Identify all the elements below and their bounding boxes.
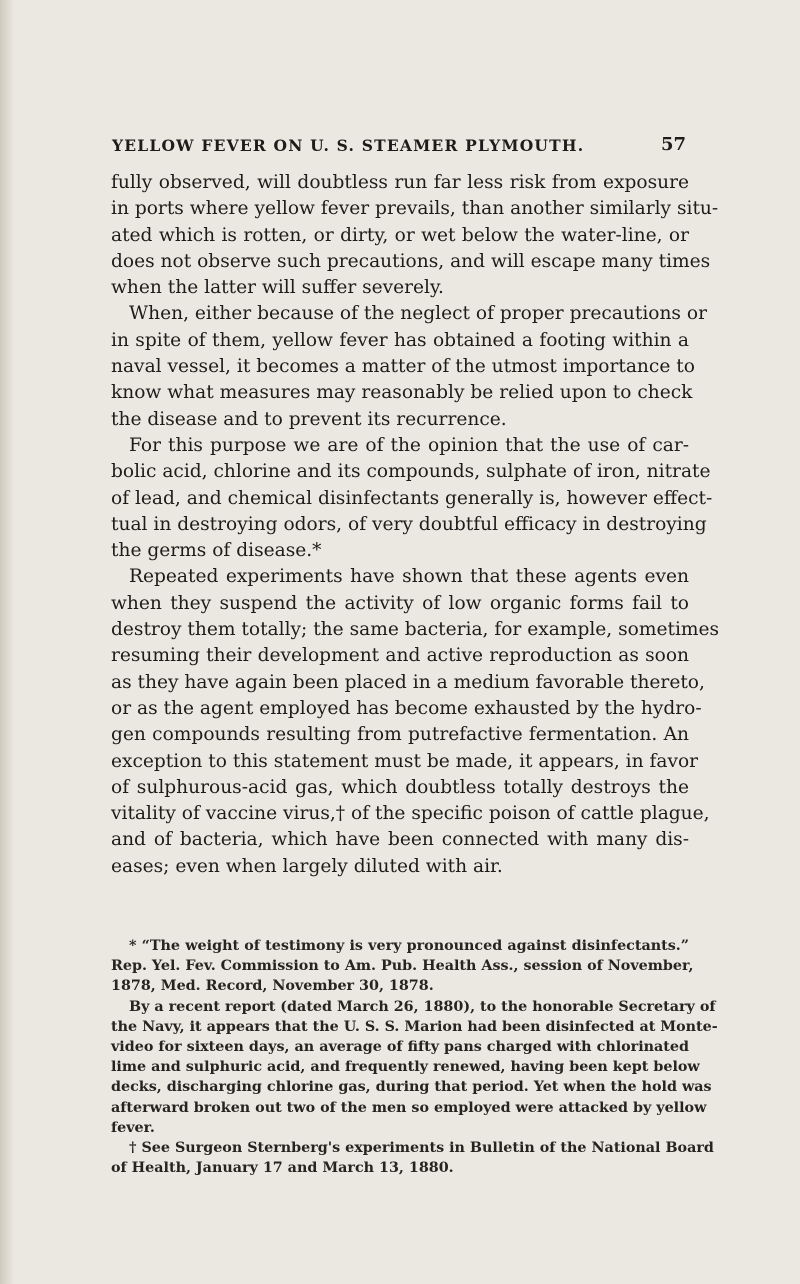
body-line: does not observe such precautions, and will escape many times xyxy=(111,250,711,272)
body-line: in ports where yellow fever prevails, than another similarly situ- xyxy=(111,198,719,220)
body-line: of lead, and chemical disinfectants generally is, however effect- xyxy=(111,487,713,509)
body-line: resuming their development and active reproduction as soon xyxy=(111,645,689,667)
body-line: the disease and to prevent its recurrence. xyxy=(111,408,507,430)
body-line: exception to this statement must be made, it appears, in favor xyxy=(111,750,699,772)
footnote-line: decks, discharging chlorine gas, during that period. Yet when the hold was xyxy=(111,1079,712,1096)
body-line: when they suspend the activity of low organic forms fail to xyxy=(111,592,689,614)
body-line: gen compounds resulting from putrefactive fermentation. An xyxy=(111,724,689,746)
body-line: eases; even when largely diluted with air. xyxy=(111,855,503,877)
body-line: ated which is rotten, or dirty, or wet below the water-line, or xyxy=(111,224,689,246)
body-line: naval vessel, it becomes a matter of the utmost importance to xyxy=(111,356,695,378)
body-line: the germs of disease.* xyxy=(111,540,322,562)
footnote-line: 1878, Med. Record, November 30, 1878. xyxy=(111,978,434,995)
footnote-line: lime and sulphuric acid, and frequently renewed, having been kept below xyxy=(111,1059,700,1076)
body-line: tual in destroying odors, of very doubtful efficacy in destroying xyxy=(111,513,707,535)
body-line: vitality of vaccine virus,† of the specific poison of cattle plague, xyxy=(111,803,710,825)
body-line: in spite of them, yellow fever has obtained a footing within a xyxy=(111,329,689,351)
body-line: Repeated experiments have shown that these agents even xyxy=(129,566,689,588)
footnote-line: fever. xyxy=(111,1119,155,1136)
footnote-line: afterward broken out two of the men so employed were attacked by yellow xyxy=(111,1099,707,1116)
running-title: YELLOW FEVER ON U. S. STEAMER PLYMOUTH. xyxy=(112,136,585,155)
footnote-line: video for sixteen days, an average of fifty pans charged with chlorinated xyxy=(111,1038,689,1055)
footnote-line: of Health, January 17 and March 13, 1880. xyxy=(111,1160,454,1177)
footnote-line: * “The weight of testimony is very pronounced against disinfectants.” xyxy=(129,938,689,954)
body-line: When, either because of the neglect of proper precautions or xyxy=(129,303,707,325)
footnotes xyxy=(111,936,718,1178)
body-line: bolic acid, chlorine and its compounds, sulphate of iron, nitrate xyxy=(111,461,711,483)
page-number: 57 xyxy=(660,134,686,155)
footnote-line: the Navy, it appears that the U. S. S. Marion had been disinfected at Monte- xyxy=(111,1018,718,1035)
footnote-line: † See Surgeon Sternberg's experiments in Bulletin of the National Board xyxy=(129,1139,714,1156)
body-line: of sulphurous-acid gas, which doubtless totally destroys the xyxy=(111,776,689,798)
body-line: fully observed, will doubtless run far less risk from exposure xyxy=(111,172,689,193)
page-edge-shadow xyxy=(0,0,14,1284)
running-head xyxy=(112,134,686,158)
footnote-line: By a recent report (dated March 26, 1880), to the honorable Secretary of xyxy=(129,998,716,1015)
body-line: as they have again been placed in a medium favorable thereto, xyxy=(111,671,705,693)
body-line: and of bacteria, which have been connected with many dis- xyxy=(111,829,689,851)
body-line: know what measures may reasonably be relied upon to check xyxy=(111,382,693,404)
body-text xyxy=(111,170,720,880)
body-line: or as the agent employed has become exhausted by the hydro- xyxy=(111,697,702,719)
body-line: destroy them totally; the same bacteria, for example, sometimes xyxy=(111,619,720,641)
body-line: For this purpose we are of the opinion that the use of car- xyxy=(129,434,689,456)
footnote-line: Rep. Yel. Fev. Commission to Am. Pub. Health Ass., session of November, xyxy=(111,958,694,975)
body-line: when the latter will suffer severely. xyxy=(111,277,444,299)
